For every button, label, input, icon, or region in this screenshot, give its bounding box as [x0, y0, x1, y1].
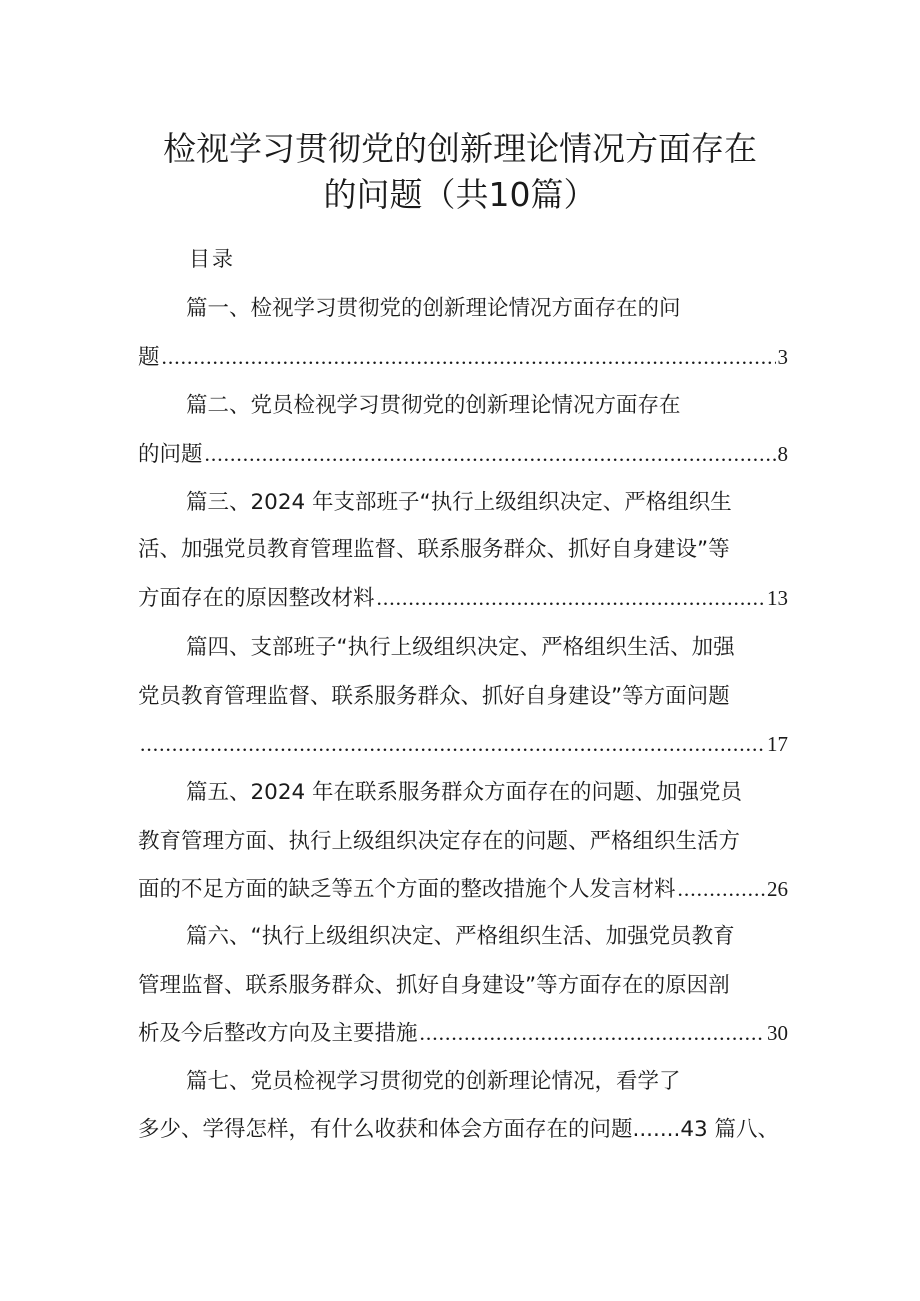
toc-leader-dots — [420, 1010, 765, 1056]
toc-entry-4-line-1[interactable]: 篇四、支部班子“执行上级组织决定、严格组织生活、加强 — [186, 635, 735, 660]
toc-label: 目录 — [189, 247, 235, 271]
toc-entry-3-line-3[interactable] — [138, 575, 788, 621]
toc-entry-4-line-2[interactable]: 党员教育管理监督、联系服务群众、抓好自身建设”等方面问题 — [138, 684, 730, 709]
toc-leader-dots — [162, 334, 776, 380]
toc-entry-5-page: 26 — [767, 877, 788, 901]
toc-entry-1-line-1[interactable]: 篇一、检视学习贯彻党的创新理论情况方面存在的问 — [186, 296, 681, 321]
toc-entry-3-page: 13 — [767, 586, 788, 610]
toc-leader-dots — [678, 866, 765, 912]
document-title-line-1: 检视学习贯彻党的创新理论情况方面存在 — [163, 129, 757, 168]
toc-entry-4-page: 17 — [767, 732, 788, 756]
toc-entry-6-line-1[interactable]: 篇六、“执行上级组织决定、严格组织生活、加强党员教育 — [186, 924, 735, 949]
toc-entry-3-line-2[interactable]: 活、加强党员教育管理监督、联系服务群众、抓好自身建设”等 — [138, 537, 730, 562]
toc-entry-1-page: 3 — [777, 345, 788, 369]
toc-entry-7-line-1[interactable]: 篇七、党员检视学习贯彻党的创新理论情况，看学了 — [186, 1069, 681, 1094]
toc-entry-6-line-3[interactable] — [138, 1010, 788, 1056]
document-title-line-2: 的问题（共10篇） — [323, 175, 597, 214]
toc-entry-5-line-2[interactable]: 教育管理方面、执行上级组织决定存在的问题、严格组织生活方 — [138, 829, 741, 854]
toc-leader-dots — [377, 575, 765, 621]
toc-entry-2-page: 8 — [777, 442, 788, 466]
toc-entry-4-line-3[interactable] — [138, 721, 788, 767]
toc-entry-2-text: 的问题 — [138, 442, 203, 467]
toc-entry-2-line-1[interactable]: 篇二、党员检视学习贯彻党的创新理论情况方面存在 — [186, 393, 681, 418]
toc-entry-7-line-2[interactable]: 多少、学得怎样，有什么收获和体会方面存在的问题.......43 篇八、 — [138, 1117, 780, 1142]
toc-entry-1-line-2[interactable] — [138, 334, 788, 380]
toc-entry-3-line-1[interactable]: 篇三、2024 年支部班子“执行上级组织决定、严格组织生 — [186, 490, 732, 515]
toc-entry-6-line-2[interactable]: 管理监督、联系服务群众、抓好自身建设”等方面存在的原因剖 — [138, 973, 730, 998]
toc-entry-1-text: 题 — [138, 345, 160, 370]
toc-entry-5-line-3[interactable] — [138, 866, 788, 912]
toc-entry-6-text: 析及今后整改方向及主要措施 — [138, 1021, 418, 1046]
toc-entry-6-page: 30 — [767, 1021, 788, 1045]
toc-entry-3-text: 方面存在的原因整改材料 — [138, 586, 375, 611]
toc-entry-2-line-2[interactable] — [138, 431, 788, 477]
toc-leader-dots — [205, 431, 776, 477]
toc-entry-5-line-1[interactable]: 篇五、2024 年在联系服务群众方面存在的问题、加强党员 — [186, 780, 743, 805]
toc-entry-5-text: 面的不足方面的缺乏等五个方面的整改措施个人发言材料 — [138, 877, 676, 902]
toc-leader-dots — [140, 721, 765, 767]
